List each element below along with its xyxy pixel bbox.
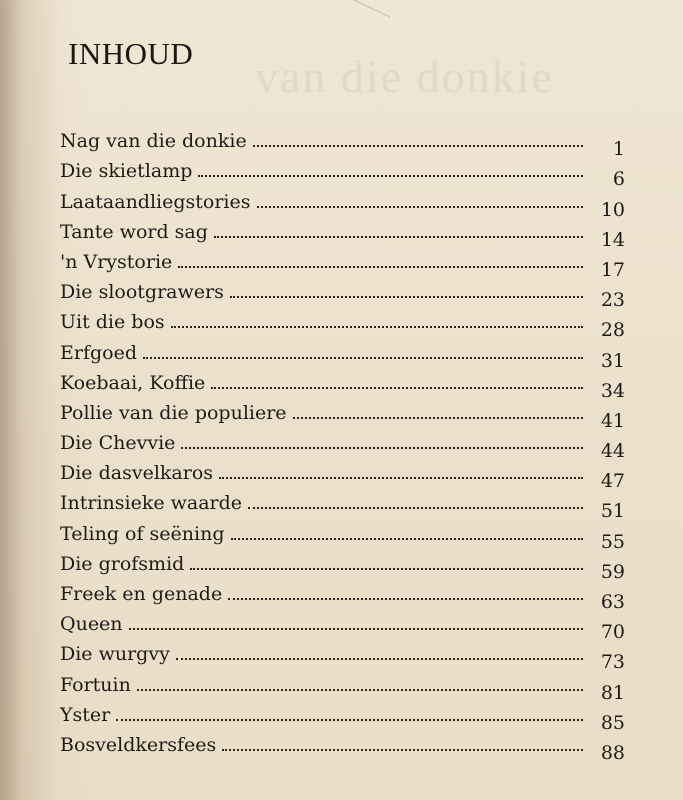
toc-entry-page: 63 [600,591,625,613]
toc-entry [60,696,625,734]
dot-leader [176,658,583,660]
toc-entry-page: 14 [600,228,625,251]
toc-entry-page: 31 [600,349,625,372]
toc-entry-title: Fortuin [60,673,131,696]
dot-leader [230,296,583,298]
paper-mark [354,0,391,17]
toc-entry [60,454,625,493]
toc-entry [60,182,625,221]
toc-entry-page: 10 [600,198,625,221]
toc-entry-page: 28 [600,319,625,342]
dot-leader [198,175,583,177]
dot-leader [116,719,583,721]
toc-entry [60,575,625,613]
toc-entry [60,665,625,704]
dot-leader [211,387,583,389]
page-title: INHOUD [68,36,194,71]
table-of-contents [60,122,625,764]
toc-entry-page: 6 [612,168,625,191]
toc-entry [60,152,625,191]
toc-entry [60,273,625,312]
toc-entry-title: Die Chevvie [60,432,176,455]
toc-entry [60,122,625,161]
toc-entry-title: Teling of seëning [60,522,225,545]
toc-entry [60,545,625,583]
dot-leader [253,145,583,147]
toc-entry-title: Intrinsieke waarde [60,492,243,515]
toc-entry-page: 70 [600,621,625,644]
dot-leader [222,749,583,751]
toc-entry-title: Nag van die donkie [60,130,247,153]
toc-entry-page: 34 [600,379,625,402]
dot-leader [137,689,583,691]
toc-entry [60,726,625,764]
toc-entry [60,635,625,674]
toc-entry-title: Die skietlamp [60,160,193,183]
dot-leader [228,598,583,600]
show-through-text: van die donkie [255,51,554,102]
toc-entry-page: 51 [600,500,625,523]
toc-entry [60,394,625,432]
toc-entry-title: Tante word sag [60,220,208,243]
toc-entry-title: Yster [60,703,111,726]
toc-entry-page: 41 [600,409,625,432]
toc-entry [60,333,625,372]
toc-entry-page: 88 [600,741,625,764]
toc-entry-title: Die dasvelkaros [60,462,214,485]
toc-entry-title: Erfgoed [60,341,137,364]
toc-entry-page: 73 [600,651,625,674]
dot-leader [190,568,583,570]
toc-entry-page: 59 [600,560,625,583]
dot-leader [129,628,583,630]
toc-entry-title: Bosveldkersfees [60,733,217,756]
dot-leader [178,266,583,268]
toc-entry-title: Die wurgvy [60,643,170,666]
toc-entry [60,514,625,553]
toc-entry-page: 23 [600,289,625,312]
toc-entry-title: 'n Vrystorie [60,250,173,273]
toc-entry [60,303,625,342]
dot-leader [214,236,583,238]
toc-entry-page: 44 [600,440,625,463]
toc-entry-page: 1 [612,138,625,161]
toc-entry [60,213,625,251]
toc-entry [60,605,625,644]
toc-entry [60,243,625,281]
toc-entry-page: 81 [600,681,625,704]
toc-entry [60,424,625,463]
dot-leader [143,357,583,359]
dot-leader [248,507,583,509]
dot-leader [293,417,583,419]
toc-entry-title: Pollie van die populiere [60,401,287,424]
dot-leader [231,538,584,540]
toc-entry-title: Queen [60,613,123,636]
toc-entry-page: 55 [600,530,625,553]
toc-entry-title: Uit die bos [60,311,165,334]
toc-entry-title: Freek en genade [60,583,223,605]
toc-entry [60,484,625,523]
dot-leader [171,326,583,328]
toc-entry-page: 85 [600,711,625,734]
toc-entry-title: Laataandliegstories [60,190,251,213]
toc-entry-page: 47 [600,470,625,493]
toc-entry-title: Die grofsmid [60,552,185,575]
toc-entry [60,364,625,402]
dot-leader [219,477,583,479]
dot-leader [181,447,583,449]
toc-entry-page: 17 [600,258,625,281]
dot-leader [257,206,583,208]
toc-entry-title: Koebaai, Koffie [60,371,206,394]
toc-entry-title: Die slootgrawers [60,281,224,304]
